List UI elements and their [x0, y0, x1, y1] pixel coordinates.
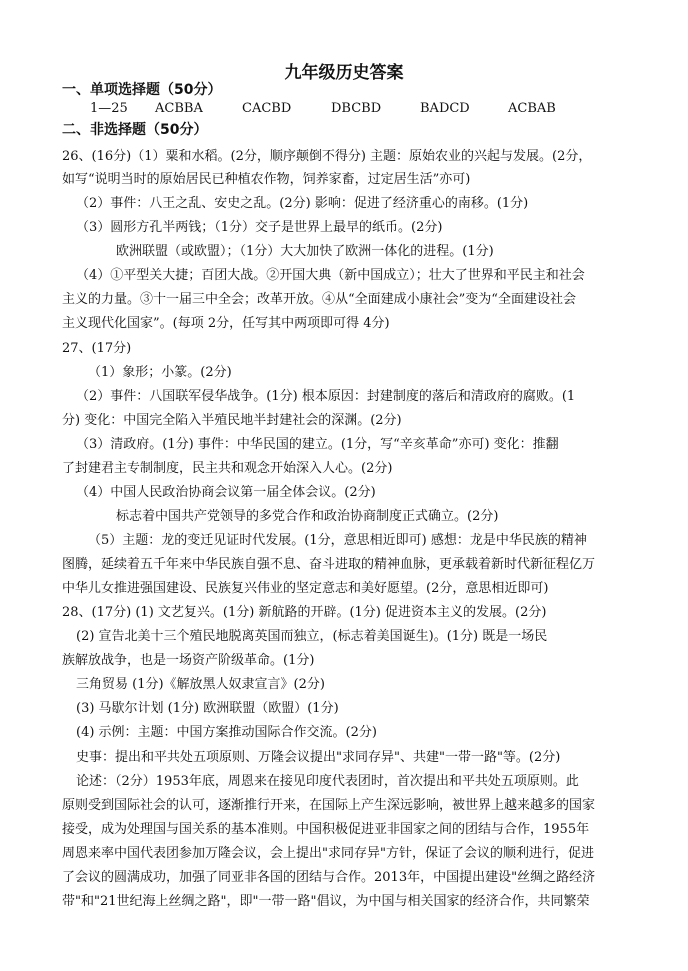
text-line: （4）①平型关大捷；百团大战。②开国大典（新中国成立）；壮大了世界和平民主和社会: [76, 268, 585, 283]
text-line: 三角贸易 (1分)《解放黑人奴隶宣言》(2分): [76, 677, 325, 692]
text-line: 了会议的圆满成功，加强了同亚非各国的团结与合作。2013年，中国提出建设"丝绸之路经济: [62, 870, 596, 885]
text-line: （4）中国人民政治协商会议第一届全体会议。(2分): [76, 485, 376, 500]
text-line: （5）主题：龙的变迁见证时代发展。(1分，意思相近即可) 感想：龙是中华民族的精神: [88, 533, 587, 548]
text-line: 分) 变化：中国完全陷入半殖民地半封建社会的深渊。(2分): [62, 413, 402, 428]
text-line: （2）事件：八国联军侵华战争。(1分) 根本原因：封建制度的落后和清政府的腐败。(1: [76, 389, 576, 404]
section2-heading: 二、非选择题（50分）: [62, 122, 208, 138]
text-line: 族解放战争，也是一场资产阶级革命。(1分): [62, 653, 315, 668]
text-line: 主义现代化国家”。(每项 2分，任写其中两项即可得 4分): [62, 316, 390, 331]
answer-group: ACBAB: [508, 101, 556, 116]
text-line: （3）圆形方孔半两钱；（1分）交子是世界上最早的纸币。(2分): [76, 220, 443, 235]
text-line: （3）清政府。(1分) 事件：中华民国的建立。(1分，写“辛亥革命”亦可) 变化：推翻: [76, 437, 559, 452]
answer-range: 1—25: [90, 101, 128, 116]
answer-group: BADCD: [420, 101, 470, 116]
text-line: (2) 宣告北美十三个殖民地脱离英国而独立，(标志着美国诞生)。(1分) 既是一场民: [76, 629, 548, 644]
text-line: 欧洲联盟（或欧盟）；（1分）大大加快了欧洲一体化的进程。(1分): [116, 244, 494, 259]
text-line: 论述：（2分）1953年底，周恩来在接见印度代表团时，首次提出和平共处五项原则。此: [76, 774, 579, 789]
answer-group: CACBD: [242, 101, 292, 116]
text-line: 带"和"21世纪海上丝绸之路"，即"一带一路"倡议，为中国与相关国家的经济合作，共同繁荣: [62, 894, 590, 909]
text-line: 28、(17分) (1) 文艺复兴。(1分) 新航路的开辟。(1分) 促进资本主义的发展。(2分): [62, 605, 547, 620]
section1-heading: 一、单项选择题（50分）: [62, 82, 222, 98]
text-line: 主义的力量。③十一届三中全会；改革开放。④从“全面建成小康社会”变为“全面建设社会: [62, 292, 576, 307]
text-line: 27、(17分): [62, 341, 132, 356]
text-line: 中华儿女推进强国建设、民族复兴伟业的坚定意志和美好愿望。(2分，意思相近即可): [62, 581, 549, 596]
text-line: 原则受到国际社会的认可，逐渐推行开来，在国际上产生深远影响，被世界上越来越多的国家: [62, 798, 596, 813]
text-line: (3) 马歇尔计划 (1分) 欧洲联盟（欧盟）(1分): [76, 701, 339, 716]
answer-group: DBCBD: [331, 101, 382, 116]
text-line: 接受，成为处理国与国关系的基本准则。中国积极促进亚非国家之间的团结与合作，1955年: [62, 822, 590, 837]
page-title: 九年级历史答案: [284, 63, 404, 83]
text-line: (4) 示例：主题：中国方案推动国际合作交流。(2分): [76, 725, 377, 740]
text-line: 图腾，延续着五千年来中华民族自强不息、奋斗进取的精神血脉，更承载着新时代新征程亿万: [62, 557, 596, 572]
text-line: （2）事件：八王之乱、安史之乱。(2分) 影响：促进了经济重心的南移。(1分): [76, 196, 529, 211]
text-line: 史事：提出和平共处五项原则、万隆会议提出"求同存异"、共建"一带一路"等。(2分): [76, 750, 561, 765]
text-line: 26、(16分)（1）粟和水稻。(2分，顺序颠倒不得分) 主题：原始农业的兴起与发展。(2分，: [62, 149, 592, 164]
text-line: 周恩来率中国代表团参加万隆会议，会上提出"求同存异"方针，保证了会议的顺利进行，促进: [62, 846, 594, 861]
text-line: 了封建君主专制制度，民主共和观念开始深入人心。(2分): [62, 461, 393, 476]
answer-group: ACBBA: [155, 101, 203, 116]
text-line: 标志着中国共产党领导的多党合作和政治协商制度正式确立。(2分): [116, 509, 499, 524]
text-line: 如写“说明当时的原始居民已种植农作物，饲养家畜，过定居生活”亦可): [62, 172, 471, 187]
text-line: （1）象形；小篆。(2分): [88, 365, 232, 380]
